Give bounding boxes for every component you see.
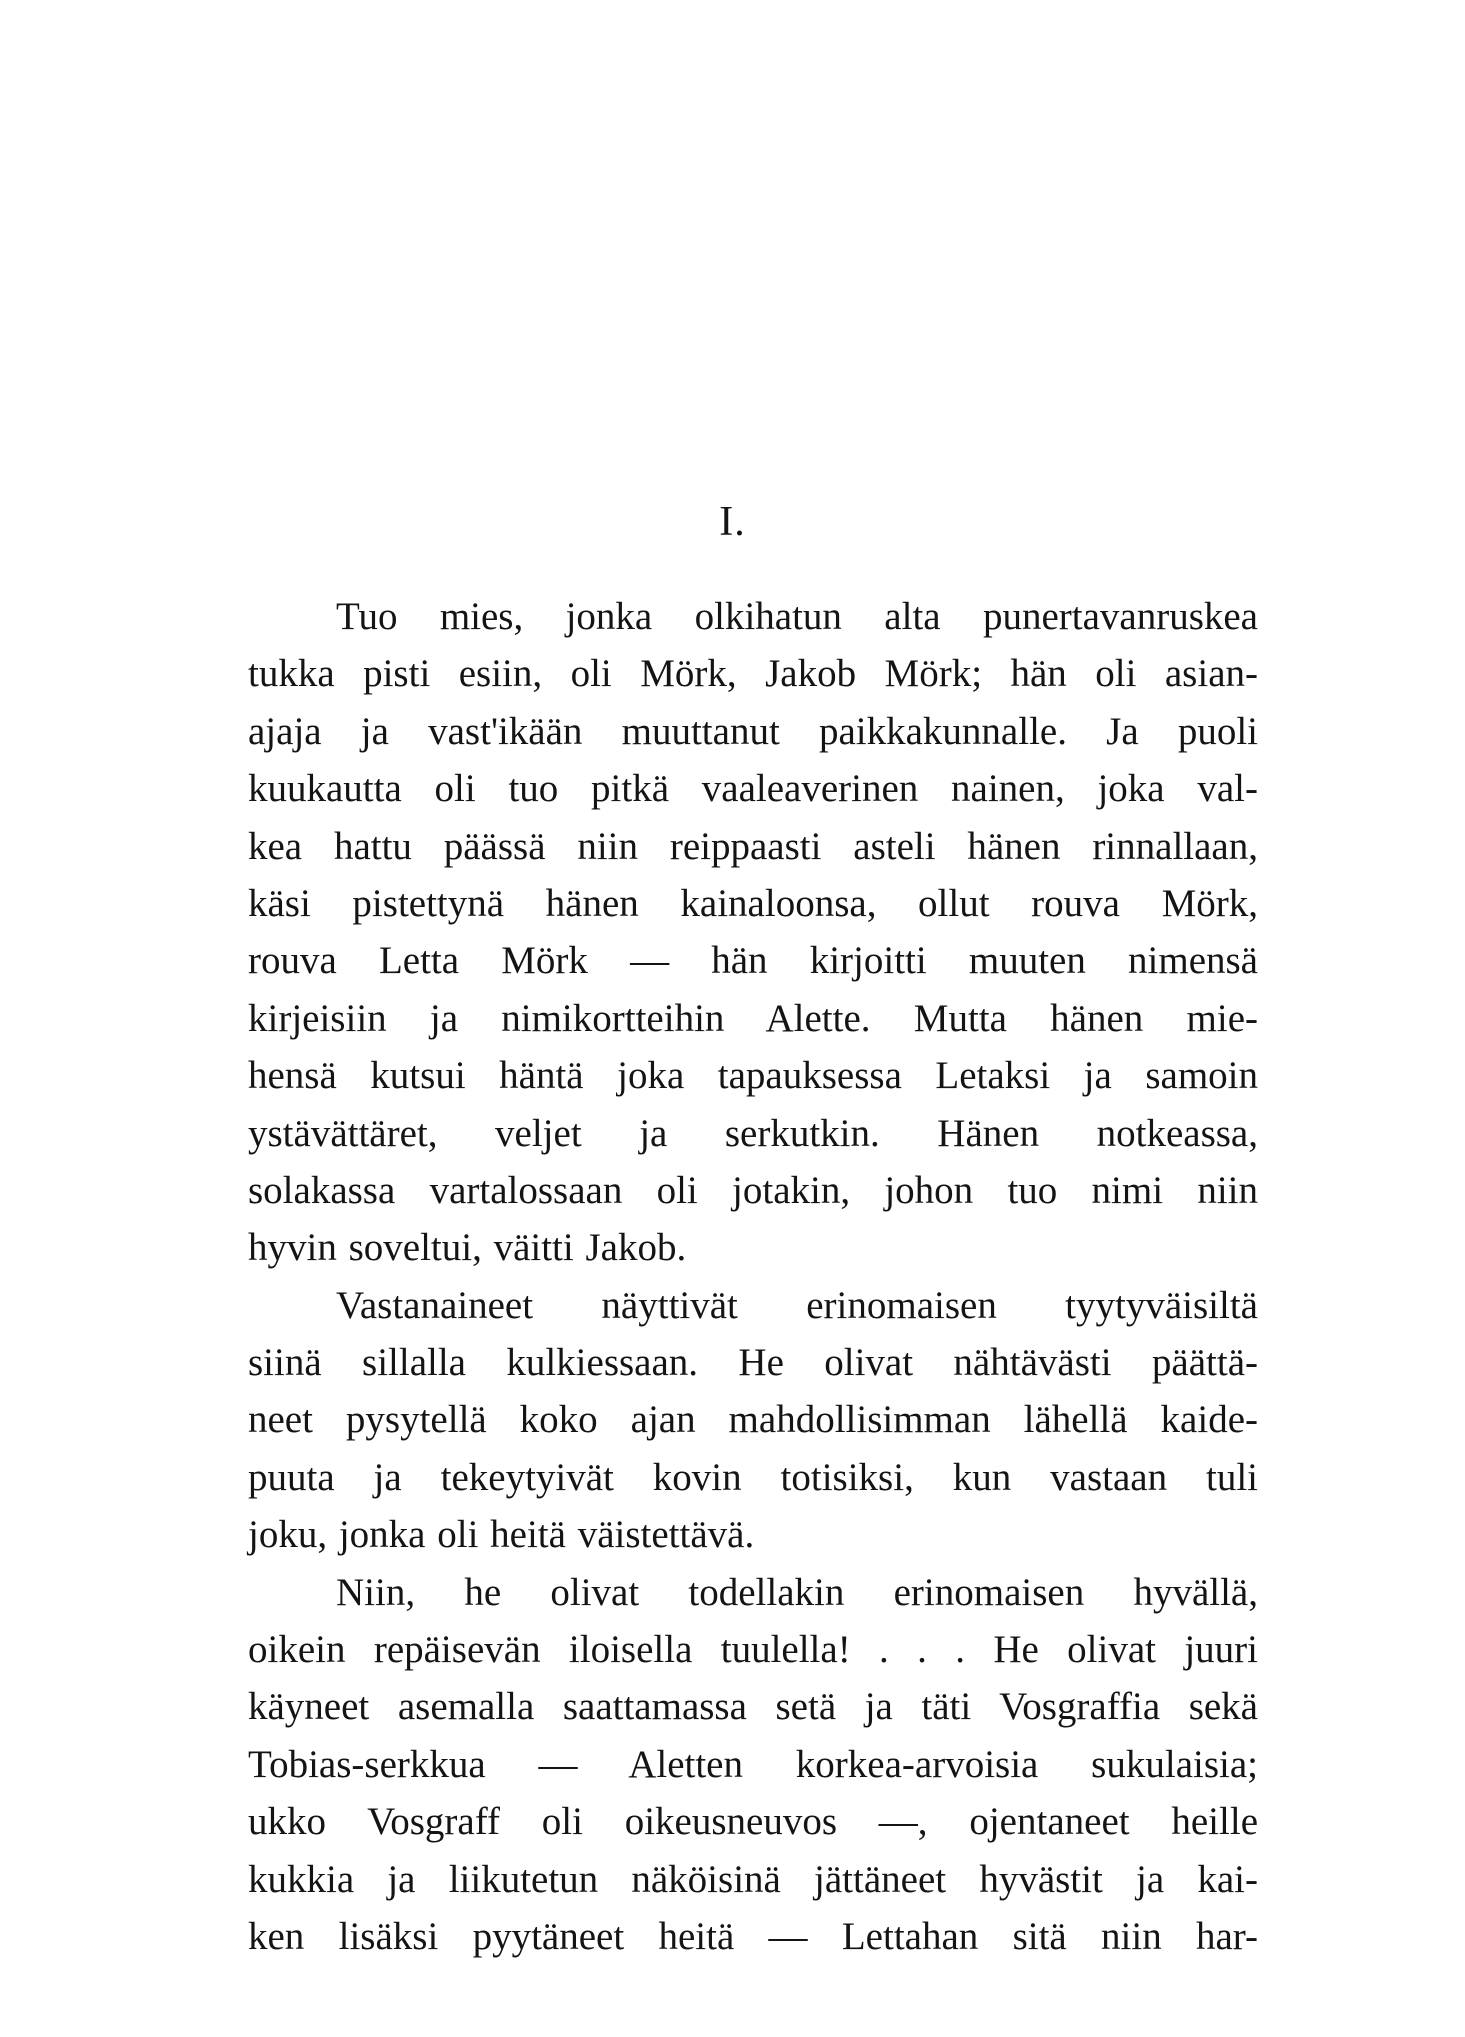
paragraph — [248, 1564, 1258, 1966]
text-line: kea hattu päässä niin reippaasti asteli hänen rinnallaan, — [248, 824, 1258, 868]
text-line: kuukautta oli tuo pitkä vaaleaverinen nainen, joka val- — [248, 767, 1258, 811]
text-line: joku, jonka oli heitä väistettävä. — [248, 1513, 755, 1557]
text-line: ukko Vosgraff oli oikeusneuvos —, ojentaneet heille — [248, 1800, 1258, 1844]
text-line: käyneet asemalla saattamassa setä ja täti Vosgraffia sekä — [248, 1685, 1258, 1729]
text-line: puuta ja tekeytyivät kovin totisiksi, kun vastaan tuli — [248, 1455, 1258, 1499]
text-line: rouva Letta Mörk — hän kirjoitti muuten nimensä — [248, 939, 1258, 983]
body-text — [248, 588, 1258, 1965]
text-line: Tuo mies, jonka olkihatun alta punertavanruskea — [336, 595, 1258, 638]
text-line: siinä sillalla kulkiessaan. He olivat nähtävästi päättä- — [248, 1341, 1258, 1385]
text-line: hensä kutsui häntä joka tapauksessa Letaksi ja samoin — [248, 1054, 1258, 1098]
paragraph — [248, 588, 1258, 1277]
text-line: hyvin soveltui, väitti Jakob. — [248, 1226, 687, 1270]
text-line: käsi pistettynä hänen kainaloonsa, ollut rouva Mörk, — [248, 881, 1258, 925]
text-line: Niin, he olivat todellakin erinomaisen hyvällä, — [336, 1570, 1258, 1614]
text-line: neet pysytellä koko ajan mahdollisimman lähellä kaide- — [248, 1398, 1258, 1442]
text-line: oikein repäisevän iloisella tuulella! . . . He olivat juuri — [248, 1628, 1258, 1672]
text-line: tukka pisti esiin, oli Mörk, Jakob Mörk; hän oli asian- — [248, 652, 1258, 696]
text-line: kukkia ja liikutetun näköisinä jättäneet hyvästit ja kai- — [248, 1857, 1258, 1901]
text-line: ken lisäksi pyytäneet heitä — Lettahan sitä niin har- — [248, 1914, 1258, 1958]
text-line: ystävättäret, veljet ja serkutkin. Hänen notkeassa, — [248, 1111, 1258, 1155]
text-line: solakassa vartalossaan oli jotakin, johon tuo nimi niin — [248, 1168, 1258, 1212]
text-line: Tobias-serkkua — Aletten korkea-arvoisia sukulaisia; — [248, 1742, 1258, 1786]
text-line: ajaja ja vast'ikään muuttanut paikkakunnalle. Ja puoli — [248, 709, 1258, 753]
paragraph — [248, 1277, 1258, 1564]
chapter-heading: I. — [719, 499, 746, 545]
text-line: kirjeisiin ja nimikortteihin Alette. Mutta hänen mie- — [248, 996, 1258, 1040]
text-line: Vastanaineet näyttivät erinomaisen tyytyväisiltä — [336, 1283, 1258, 1327]
